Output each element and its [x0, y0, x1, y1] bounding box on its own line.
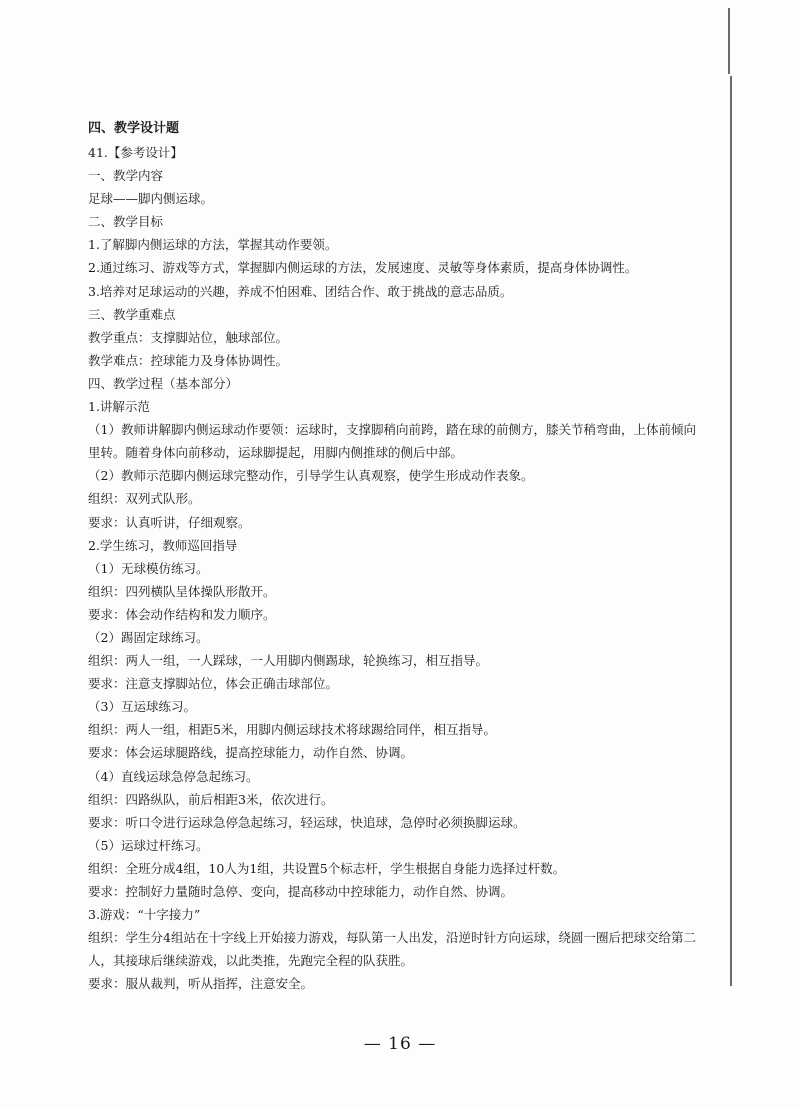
- paragraph: 组织：两人一组，相距5米，用脚内侧运球技术将球踢给同伴，相互指导。: [88, 722, 496, 738]
- subheading-key-points: 三、教学重难点: [88, 306, 176, 322]
- paragraph: 组织：学生分4组站在十字线上开始接力游戏，每队第一人出发，沿逆时针方向运球，绕圆一圈后把球交给第二人，其接球后继续游戏，以此类推，先跑完全程的队获胜。: [88, 930, 696, 969]
- paragraph: 要求：体会动作结构和发力顺序。: [88, 606, 276, 622]
- scan-edge-line: [728, 8, 730, 74]
- paragraph: 组织：四列横队呈体操队形散开。: [88, 583, 276, 599]
- subheading-content: 一、教学内容: [88, 168, 164, 184]
- paragraph: （1）无球模仿练习。: [88, 560, 209, 576]
- scan-edge-line: [730, 76, 732, 986]
- paragraph: （4）直线运球急停急起练习。: [88, 768, 259, 784]
- question-title: 41.【参考设计】: [88, 145, 183, 160]
- paragraph: 教学重点：支撑脚站位，触球部位。: [88, 329, 289, 345]
- paragraph: （1）教师讲解脚内侧运球动作要领：运球时，支撑脚稍向前跨，踏在球的前侧方，膝关节稍弯曲，上体前倾向里转。随着身体向前移动，运球脚提起，用脚内侧推球的侧后中部。: [88, 422, 696, 461]
- subheading-process: 四、教学过程（基本部分）: [88, 375, 239, 391]
- paragraph: （2）教师示范脚内侧运球完整动作，引导学生认真观察，使学生形成动作表象。: [88, 468, 534, 484]
- paragraph: 要求：认真听讲，仔细观察。: [88, 514, 251, 530]
- paragraph: （5）运球过杆练习。: [88, 837, 209, 853]
- paragraph: 要求：注意支撑脚站位，体会正确击球部位。: [88, 676, 339, 692]
- paragraph: （3）互运球练习。: [88, 699, 196, 715]
- paragraph: 2.学生练习，教师巡回指导: [88, 537, 238, 553]
- paragraph: 要求：听口令进行运球急停急起练习，轻运球，快追球，急停时必须换脚运球。: [88, 814, 526, 830]
- paragraph: 组织：四路纵队，前后相距3米，依次进行。: [88, 791, 334, 807]
- paragraph: （2）踢固定球练习。: [88, 629, 209, 645]
- paragraph: 要求：服从裁判，听从指挥，注意安全。: [88, 976, 314, 992]
- page-number: — 16 —: [363, 1034, 437, 1054]
- paragraph: 要求：体会运球腿路线，提高控球能力，动作自然、协调。: [88, 745, 414, 761]
- paragraph: 3.游戏：“十字接力”: [88, 907, 201, 923]
- paragraph: 足球——脚内侧运球。: [88, 191, 214, 207]
- body-text: [88, 141, 704, 995]
- subheading-goals: 二、教学目标: [88, 214, 164, 230]
- paragraph: 组织：双列式队形。: [88, 491, 201, 507]
- paragraph: 1.讲解示范: [88, 399, 150, 415]
- paragraph: 组织：两人一组，一人踩球，一人用脚内侧踢球，轮换练习，相互指导。: [88, 653, 489, 669]
- paragraph: 2.通过练习、游戏等方式，掌握脚内侧运球的方法，发展速度、灵敏等身体素质，提高身体协调性。: [88, 260, 638, 276]
- paragraph: 组织：全班分成4组，10人为1组，共设置5个标志杆，学生根据自身能力选择过杆数。: [88, 860, 566, 876]
- paragraph: 要求：控制好力量随时急停、变向，提高移动中控球能力，动作自然、协调。: [88, 884, 514, 899]
- section-heading: 四、教学设计题: [88, 121, 180, 136]
- paragraph: 3.培养对足球运动的兴趣，养成不怕困难、团结合作、敢于挑战的意志品质。: [88, 283, 513, 299]
- paragraph: 1.了解脚内侧运球的方法，掌握其动作要领。: [88, 237, 338, 253]
- paragraph: 教学难点：控球能力及身体协调性。: [88, 352, 289, 368]
